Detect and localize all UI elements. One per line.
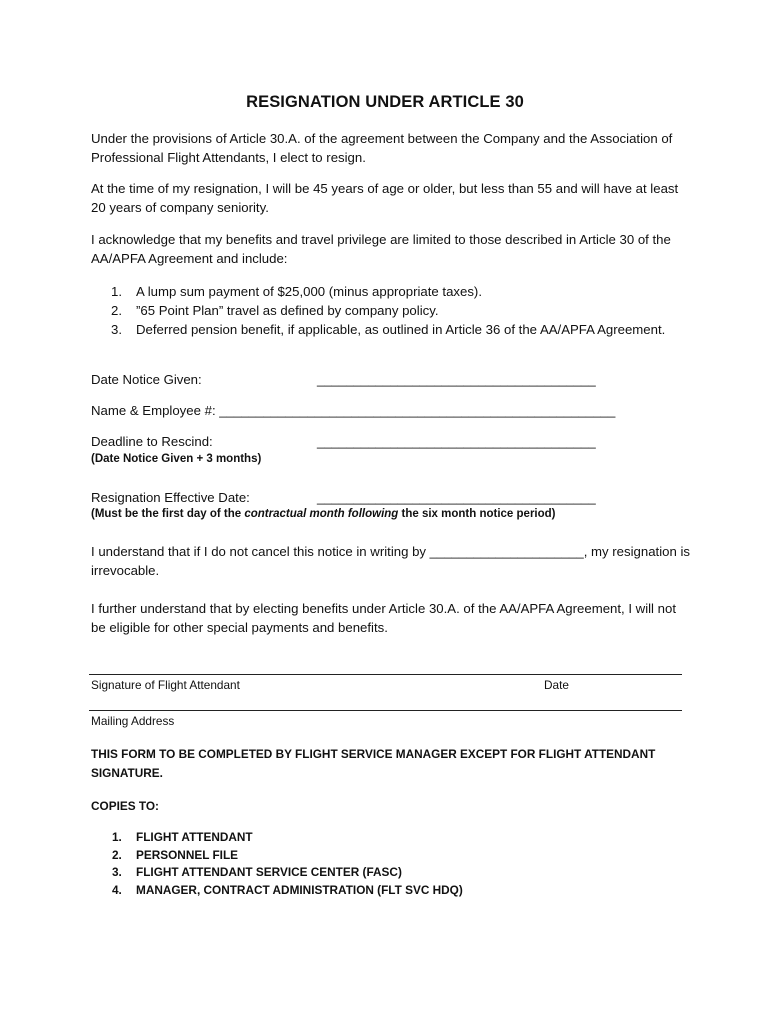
deadline-rescind-field[interactable]: ______________________________________: [317, 434, 596, 449]
effective-note-part-c: the six month notice period): [398, 508, 556, 520]
list-item-text: MANAGER, CONTRACT ADMINISTRATION (FLT SVC HDQ): [136, 882, 463, 897]
list-item: [91, 847, 463, 865]
date-notice-field[interactable]: ______________________________________: [317, 372, 596, 387]
name-employee-field[interactable]: ______________________________________________________: [219, 403, 616, 418]
list-item: [91, 882, 463, 900]
page-title: RESIGNATION UNDER ARTICLE 30: [246, 93, 524, 111]
mailing-address-label: Mailing Address: [91, 714, 175, 728]
benefits-paragraph: I acknowledge that my benefits and travel privilege are limited to those described in Article 30 of the AA/APFA Agreement and include:: [91, 232, 671, 266]
list-item-number: 3.: [112, 865, 122, 879]
effective-note-part-a: (Must be the first day of the: [91, 508, 245, 520]
signature-line[interactable]: [89, 674, 682, 675]
deadline-rescind-label: Deadline to Rescind:: [91, 434, 213, 449]
list-item: [91, 320, 691, 339]
list-item: [91, 829, 463, 847]
further-paragraph: I further understand that by electing benefits under Article 30.A. of the AA/APFA Agreement, I will not be eligible for other special payments and benefits.: [91, 601, 676, 635]
benefits-list: [91, 282, 691, 339]
name-employee-label: Name & Employee #:: [91, 403, 220, 418]
list-item-text: PERSONNEL FILE: [136, 847, 239, 862]
copies-list: [91, 829, 463, 899]
list-item-number: 4.: [112, 882, 122, 897]
effective-date-field[interactable]: ______________________________________: [317, 490, 596, 505]
list-item-text: FLIGHT ATTENDANT: [136, 830, 253, 844]
list-item-text: FLIGHT ATTENDANT SERVICE CENTER (FASC): [136, 865, 402, 879]
deadline-note: (Date Notice Given + 3 months): [91, 453, 262, 465]
list-item-number: 2.: [111, 303, 122, 318]
list-item-number: 3.: [111, 322, 122, 337]
list-item: [91, 864, 463, 882]
list-item-text: ”65 Point Plan” travel as defined by company policy.: [136, 303, 439, 318]
cancel-date-field[interactable]: _____________________: [429, 544, 584, 559]
list-item-number: 1.: [111, 284, 122, 299]
effective-date-label: Resignation Effective Date:: [91, 490, 250, 505]
effective-note-emphasis: contractual month following: [244, 508, 399, 520]
irrevocable-text-before: I understand that if I do not cancel this notice in writing by: [91, 544, 430, 559]
list-item: [91, 301, 691, 320]
list-item-text: A lump sum payment of $25,000 (minus appropriate taxes).: [136, 284, 482, 299]
list-item-number: 2.: [112, 847, 122, 862]
intro-paragraph: Under the provisions of Article 30.A. of the agreement between the Company and the Association of Professional Flight Attendants, I elect to resign.: [91, 131, 673, 165]
name-employee-field-row[interactable]: [91, 401, 615, 420]
mailing-address-line[interactable]: [89, 710, 682, 711]
age-seniority-paragraph: At the time of my resignation, I will be 45 years of age or older, but less than 55 and will have at least 20 years of company seniority.: [91, 181, 679, 215]
list-item: [91, 282, 691, 301]
date-notice-label: Date Notice Given:: [91, 372, 202, 387]
list-item-text: Deferred pension benefit, if applicable, as outlined in Article 36 of the AA/APFA Agreement.: [136, 322, 666, 337]
date-label: Date: [544, 678, 569, 692]
completion-instructions: THIS FORM TO BE COMPLETED BY FLIGHT SERVICE MANAGER EXCEPT FOR FLIGHT ATTENDANT SIGNATURE.: [91, 747, 656, 780]
effective-date-note: [91, 507, 556, 522]
list-item-number: 1.: [112, 830, 122, 844]
irrevocable-text-after: , my resignation is irrevocable.: [91, 544, 690, 578]
signature-label: Signature of Flight Attendant: [91, 678, 240, 692]
irrevocable-paragraph: [91, 542, 691, 580]
copies-heading: COPIES TO:: [91, 799, 159, 813]
